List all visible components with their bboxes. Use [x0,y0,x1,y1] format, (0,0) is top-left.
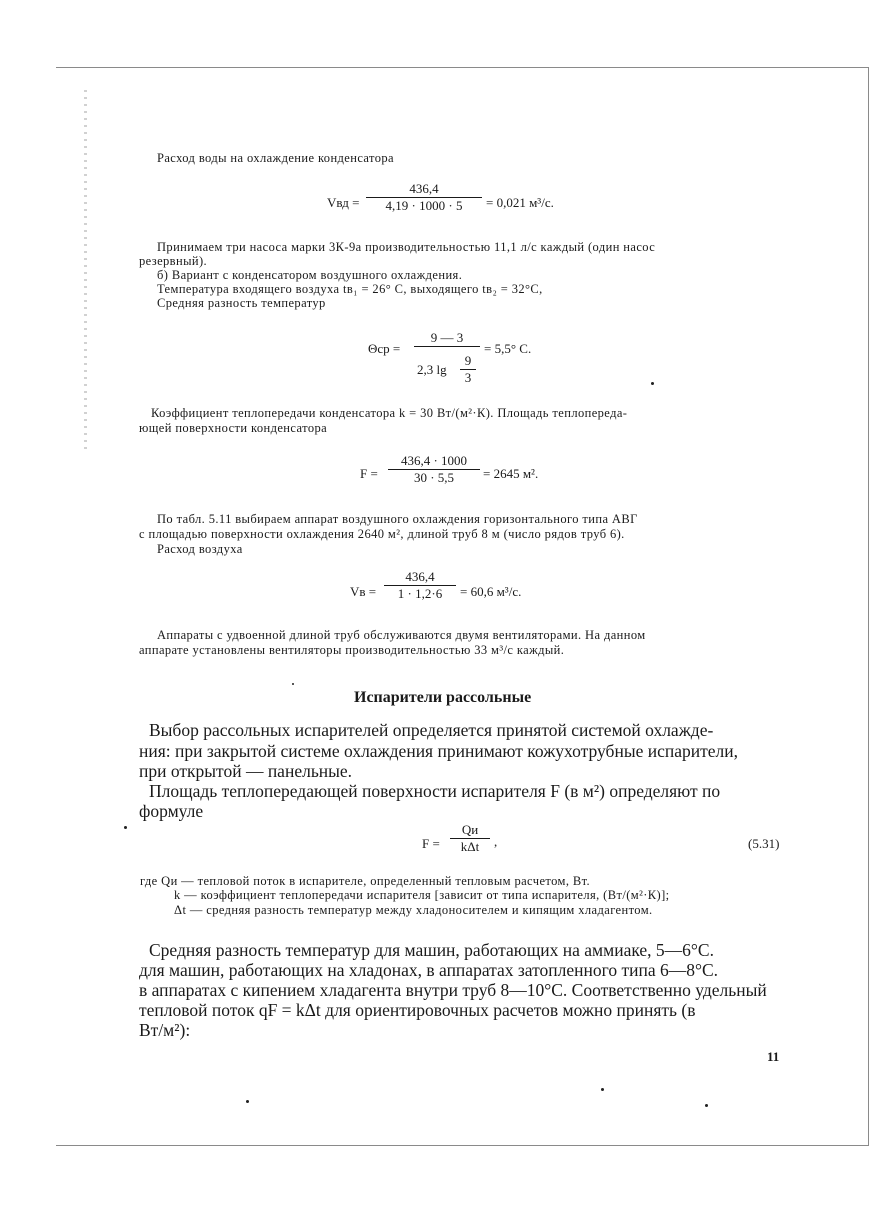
fraction [384,569,456,602]
numerator: Qи [461,822,479,837]
text-line: аппарате установлены вентиляторы производительностью 33 м³/с каждый. [139,643,565,657]
text-line: при открытой — панельные. [139,761,353,781]
scan-speck [705,1104,708,1107]
formula-rhs: = 2645 м². [483,466,539,481]
formula-rhs: = 0,021 м³/с. [486,195,554,210]
text-line: Средняя разность температур [157,296,326,310]
text-line: Принимаем три насоса марки 3К-9а производительностью 11,1 л/с каждый (один насос [157,240,656,254]
numerator: 436,4 [405,569,435,584]
scan-speck [651,382,654,385]
scan-artifact [84,90,87,450]
numerator: 436,4 [409,181,439,196]
text-line: Вт/м²): [139,1020,191,1040]
scan-speck [292,683,294,685]
denominator: 30 · 5,5 [413,470,455,485]
numerator: 9 [464,353,472,368]
denominator: 4,19 · 1000 · 5 [385,198,463,213]
inner-fraction [460,353,476,386]
text-line: Коэффициент теплопередачи конденсатора k = 30 Вт/(м²·К). Площадь теплопереда- [151,406,628,420]
scan-speck [246,1100,249,1103]
text-line: Выбор рассольных испарителей определяется принятой системой охлажде- [149,720,714,740]
text-line: Площадь теплопередающей поверхности испарителя F (в м²) определяют по [149,781,721,801]
text-line: в аппаратах с кипением хладагента внутри труб 8—10°С. Соответственно удельный [139,980,767,1000]
text-line: По табл. 5.11 выбираем аппарат воздушного охлаждения горизонтального типа АВГ [157,512,638,526]
denominator-log: 2,3 lg [417,362,447,377]
text-line: с площадью поверхности охлаждения 2640 м², длиной труб 8 м (число рядов труб 6). [139,527,625,541]
text-line: для машин, работающих на хладонах, в аппаратах затопленного типа 6—8°С. [139,960,719,980]
page-number: 11 [767,1049,780,1064]
fraction [366,181,482,214]
text-line: Средняя разность температур для машин, работающих на аммиаке, 5—6°С. [149,940,714,960]
denominator: 1 · 1,2·6 [397,586,443,601]
denominator: 3 [464,370,472,385]
section-title: Испарители рассольные [354,689,532,706]
formula-rhs: = 60,6 м³/с. [460,584,522,599]
numerator: 436,4 · 1000 [400,453,468,468]
scan-speck [124,826,127,829]
text-line: Температура входящего воздуха tв₁ = 26° С, выходящего tв₂ = 32°С, [157,282,543,296]
denominator: kΔt [460,839,480,854]
fraction [388,453,480,486]
text-line: Аппараты с удвоенной длиной труб обслуживаются двумя вентиляторами. На данном [157,628,646,642]
text-line: Расход воды на охлаждение конденсатора [157,151,395,165]
formula-lhs: Vвд = [327,195,360,210]
formula-lhs: F = [360,466,378,481]
fraction [414,330,480,347]
text-line: где Qи — тепловой поток в испарителе, определенный тепловым расчетом, Вт. [140,874,591,888]
formula-lhs: Θср = [368,341,401,356]
formula-rhs: = 5,5° С. [484,341,532,356]
formula-rhs: , [494,834,498,849]
scan-speck [601,1088,604,1091]
fraction [450,822,490,855]
text-line: б) Вариант с конденсатором воздушного охлаждения. [157,268,463,282]
text-line: ния: при закрытой системе охлаждения принимают кожухотрубные испарители, [139,741,738,761]
formula-lhs: F = [422,836,440,851]
text-line: Расход воздуха [157,542,243,556]
numerator: 9 — 3 [430,330,464,345]
text-line: тепловой поток qF = kΔt для ориентировочных расчетов можно принять (в [139,1000,696,1020]
text-line: Δt — средняя разность температур между хладоносителем и кипящим хладагентом. [174,903,653,917]
text-line: формуле [139,801,204,821]
text-line: k — коэффициент теплопередачи испарителя [зависит от типа испарителя, (Вт/(м²·К)]; [174,888,670,902]
text-line: ющей поверхности конденсатора [139,421,328,435]
text-line: резервный). [139,254,208,268]
equation-number: (5.31) [748,836,780,851]
formula-lhs: Vв = [350,584,377,599]
